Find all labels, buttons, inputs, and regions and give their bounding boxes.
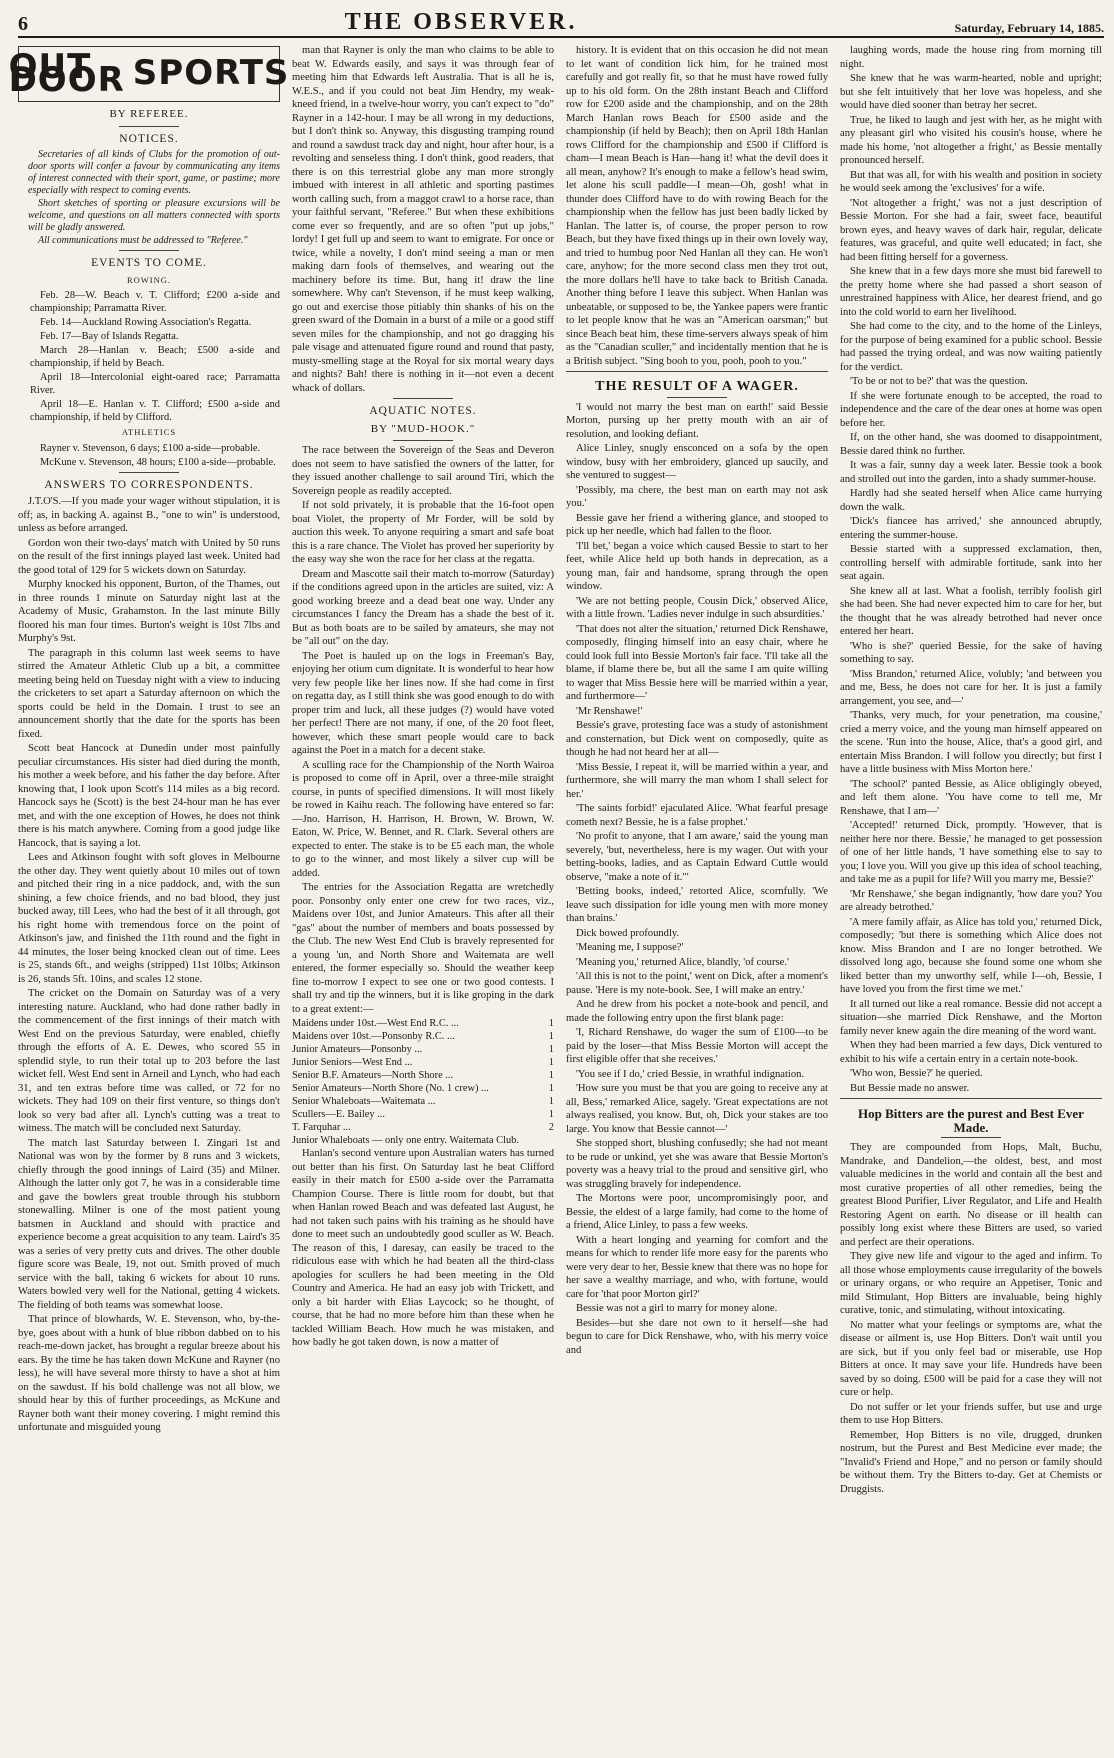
story-paragraph: 'Mr Renshawe,' she began indignantly, 'how dare you? You are already betrothed.' <box>840 888 1102 913</box>
paragraph: Murphy knocked his opponent, Burton, of the Thames, out in three rounds 1 minute on Saturday night last at the Academy of Music, Grahamston. In the last minute Billy floored his man four times. Burton's weight is 10st 7lbs and Murphy's 9st. <box>18 579 280 644</box>
tip-number <box>540 1134 554 1147</box>
notice-item: Short sketches of sporting or pleasure excursions will be welcome, and questions on all matters connected with sports will be gladly answered. <box>28 198 280 233</box>
tip-number: 1 <box>548 1057 554 1068</box>
story-paragraph: 'I would not marry the best man on earth!' said Bessie Morton, pursing up her pretty mouth with an air of resolution, and looking defiant. <box>566 401 828 440</box>
notices-heading: NOTICES. <box>119 132 179 145</box>
story-paragraph: Bessie was not a girl to marry for money alone. <box>576 1303 778 1314</box>
advert-paragraph: They are compounded from Hops, Malt, Buchu, Mandrake, and Dandelion,—the oldest, best, and most valuable medicines in the world and contain all the best and most curative properties of all other remedies, being the greatest Blood Purifier, Liver Regulator, and Life and Health Restoring Agent on earth. No disease or ill health can possibly long exist where these Bitters are used, so varied and perfect are their operations. <box>840 1142 1102 1248</box>
story-paragraph: 'How sure you must be that you are going to receive any at all, Bess,' remarked Alice, sagely. 'Great expectations are not always realised, you know. But, oh, Dick your stakes are too large. You know that Bessie cannot—' <box>566 1083 828 1135</box>
tip-row <box>292 1043 554 1056</box>
notices-list <box>18 149 280 247</box>
story-paragraph: 'Possibly, ma chere, the best man on earth may not ask you.' <box>566 484 828 509</box>
story-paragraph: It was a fair, sunny day a week later. Bessie took a book and strolled out into the garden, into a shady summer-house. <box>840 460 1102 485</box>
advert-paragraph: They give new life and vigour to the aged and infirm. To all those whose employments cause irregularity of the bowels or urinary organs, or who require an Appetiser, Tonic and mild Stimulant, Hop Bitters are invaluable, being highly curative, tonic, and stimulating, without intoxicating. <box>840 1251 1102 1316</box>
story-paragraph: Besides—but she dare not own to it herself—she had begun to care for Dick Renshawe, who, with his merry voice and <box>566 1317 828 1356</box>
column-4 <box>840 44 1102 1754</box>
story-paragraph: Hardly had she seated herself when Alice came hurrying down the walk. <box>840 488 1102 513</box>
tip-row <box>292 1056 554 1069</box>
column-3 <box>566 44 828 1754</box>
story-paragraph: 'Betting books, indeed,' retorted Alice, scornfully. 'We leave such dissipation for idle young men with more money than brains.' <box>566 886 828 924</box>
event-item: Rayner v. Stevenson, 6 days; £100 a-side—probable. <box>40 442 261 454</box>
tip-race: Maidens under 10st.—West End R.C. ... <box>292 1018 459 1029</box>
story-paragraph: 'All this is not to the point,' went on Dick, after a moment's pause. 'Here is my note-book. See, I will make an entry.' <box>566 971 828 996</box>
advert-paragraph: Do not suffer or let your friends suffer, but use and urge them to use Hop Bitters. <box>840 1401 1102 1426</box>
event-item: Feb. 14—Auckland Rowing Association's Regatta. <box>40 317 252 328</box>
paragraph: The match last Saturday between I. Zingari 1st and National was won by the former by 8 runs and 3 wickets, chiefly through the good innings of Laird (35) and Milner. Although the latter only got 7, he was in a considerable time and gave the bowlers great trouble through his stubborn stonewalling. Milner is one of the most patient young batsmen in Auckland and should with practice and experience become a great acquisition to any team. Laird's 35 was a series of very pretty cuts and drives. The other double figure score was Beale, 19, not out. Smith proved of much service with the ball, taking 6 wickets for about 10 runs. Waters bowled very well for the National, getting 4 wickets. The fielding of both teams was somewhat loose. <box>18 1137 280 1311</box>
tip-race: T. Farquhar ... <box>292 1122 351 1133</box>
notice-item: Secretaries of all kinds of Clubs for the promotion of out-door sports will confer a favour by communicating any items of interest connected with their sport, game, or pastime; more especially with respect to coming events. <box>28 149 280 196</box>
story-title: THE RESULT OF A WAGER. <box>595 379 799 394</box>
tip-number: 1 <box>548 1018 554 1029</box>
story-paragraph: But that was all, for with his wealth and position in society he would seek among the 'exclusives' for a wife. <box>840 169 1102 194</box>
tip-number: 1 <box>548 1109 554 1120</box>
story-paragraph: 'Who is she?' queried Bessie, for the sake of having something to say. <box>840 640 1102 665</box>
paragraph: Gordon won their two-days' match with United by 50 runs on the result of the first innings played last week. United had the good total of 129 for 5 wickets down on Saturday. <box>18 537 280 576</box>
story-paragraph: 'Who won, Bessie?' he queried. <box>850 1068 983 1079</box>
advert-title: Hop Bitters are the purest and Best Ever Made. <box>858 1106 1084 1135</box>
story-continued <box>840 44 1102 1095</box>
paragraph: man that Rayner is only the man who claims to be able to beat W. Edwards easily, and says it was through fear of meeting him that Edwards left Australia. That is all he is, W.E.S., and if you could not beat Jim Hendry, my weak-kneed friend, in a twelve-hour worry, you can't expect to "do" Rayner in a 142-hour. I may be all wrong in my deductions, but I don't think so. Anyway, this disgusting tramping round and round a sawdust track day and night, hour after hour, is a revolting and senseless thing. I don't think, good readers, that there is on this terrestrial globe any man more strongly imbued with interest in all athletic and sporting pastimes worth calling such, from a maggot crawl to a horse race, than your faithful servant, "Referee." But when these exhibitions come ever so frequently, and are so often "put up jobs," lordy! I get full up and seem to want to emigrate. For once or twice, while a novelty, I don't mind seeing a man or men making darn fools of themselves, and wearing out the machinery before its time. But, hang it! draw the line somewhere. Why can't Stevenson, if he must keep walking, go out and exercise those pitiably thin shanks of his on the green sward of the Domain in a burst of a mile or a good stiff seven miles for the championship, and not go dragging his pale visage and attenuated figure round and round that pasty, musty-smelling stage at the Royal for six mortal weary days and nights? Bah! there is nothing in it—not even a decent whack of dollars. <box>292 45 554 394</box>
tip-row <box>292 1121 554 1134</box>
divider <box>393 398 453 399</box>
paragraph: Dream and Mascotte sail their match to-morrow (Saturday) if the conditions agreed upon in the articles are suited, viz: A good working breeze and a dead beat one way. Under any circumstances I fancy the Dream has a shade the best of it. But as both boats are to be sailed by amateurs, she may not be "all out" on the day. <box>292 568 554 647</box>
story-paragraph: Bessie started with a suppressed exclamation, then, controlling herself with admirable fortitude, sank into her seat again. <box>840 544 1102 582</box>
divider <box>119 126 179 127</box>
tip-number: 1 <box>548 1044 554 1055</box>
advert-paragraph: No matter what your feelings or symptoms are, what the disease or ailment is, use Hop Bitters. Don't wait until you are sick, but if you only feel bad or miserable, use Hop Bitters at once. It may save your life. Hundreds have been saved by so doing. £500 will be paid for a case they will not cure or help. <box>840 1319 1102 1398</box>
story-paragraph: 'That does not alter the situation,' returned Dick Renshawe, composedly, flinging himself into an easy chair, where he could look full into Bessie Morton's fair face. 'I'll take all the blame, if blame there be, but all the same I am quite willing to wager that Miss Bessie here will be married within a year, and furthermore—' <box>566 623 828 702</box>
story-paragraph: The Mortons were poor, uncompromisingly poor, and Bessie, the eldest of a large family, had come to the home of a friend, Alice Linley, to pass a few weeks. <box>566 1193 828 1231</box>
divider <box>667 397 727 398</box>
story-paragraph: She knew that in a few days more she must bid farewell to the pretty home where she had passed a short season of unrestrained happiness with Alice, her dearest friend, and go into the cold world to earn her livelihood. <box>840 266 1102 318</box>
regatta-tips-list <box>292 1017 554 1147</box>
story-paragraph: She stopped short, blushing confusedly; she had not meant to be rude or unkind, yet she was aware that Bessie Morton's poverty was a heavy trial to the proud and sensitive girl, who was struggling bravely for independence. <box>566 1138 828 1190</box>
story-paragraph: 'Not altogether a fright,' was not a just description of Bessie Morton. For she had a fair, sweet face, beautiful brown eyes, and heavy waves of dark hair, regular, delicate features, was graceful, and quite well educated; in fact, she had been fitting herself for a governess. <box>840 197 1102 263</box>
aquatic-heading: AQUATIC NOTES. <box>369 405 477 417</box>
event-item: April 18—Intercolonial eight-oared race; Parramatta River. <box>30 372 280 396</box>
tip-number: 2 <box>548 1122 554 1133</box>
story-paragraph: When they had been married a few days, Dick ventured to exhibit to his wife a certain entry in a certain note-book. <box>840 1040 1102 1065</box>
advert-paragraph: Remember, Hop Bitters is no vile, drugged, drunken nostrum, but the Purest and Best Medicine ever made; the "Invalid's Friend and Hope," and no person or family should be without them. Try the Bitters to-day. Get at Chemists or Druggists. <box>840 1429 1102 1495</box>
story-paragraph: 'Accepted!' returned Dick, promptly. 'However, that is neither here nor there. Bessie,' he managed to get possession of one of her little hands, 'I have something else to say to you; I love you. Will you give up this idea of school teaching, and take me as a pupil for life? Will you marry me, Bessie?' <box>840 820 1102 885</box>
tip-row <box>292 1134 554 1147</box>
byline: BY REFEREE. <box>109 108 189 120</box>
event-item: McKune v. Stevenson, 48 hours; £100 a-side—probable. <box>40 456 276 468</box>
tip-row <box>292 1069 554 1082</box>
column-2 <box>292 44 554 1754</box>
tip-race: Maidens over 10st.—Ponsonby R.C. ... <box>292 1031 455 1042</box>
page-number: 6 <box>18 13 28 35</box>
hanlan-paragraphs <box>292 1147 554 1350</box>
tip-race: Senior Amateurs—North Shore (No. 1 crew) ... <box>292 1083 489 1094</box>
story-paragraph: With a heart longing and yearning for comfort and the means for which to render life more easy for the parents who were very dear to her, Bessie knew that there was no hope for her save a wealthy marriage, and who, with fortune, would care for 'that poor Morton girl?' <box>566 1234 828 1300</box>
rowing-events <box>18 289 280 424</box>
masthead <box>18 6 1104 38</box>
story-paragraph: 'Meaning you,' returned Alice, blandly, 'of course.' <box>576 956 789 968</box>
tip-number: 1 <box>548 1096 554 1107</box>
paragraph: The race between the Sovereign of the Seas and Deveron does not seem to have satisfied the owners of the latter, for they issued another challenge to sail around Tiri, which the Sovereign people as readily accepted. <box>292 445 554 497</box>
paragraph: A sculling race for the Championship of the North Wairoa is proposed to come off in April, over a three-mile straight course, in punts of specified dimensions. It will most likely be rowed in Kaihu reach. The following have entered so far:—Jno. Harrison, H. Harrison, H. Brown, W. Brown, W. Eaton, W. Price, W. Bennet, and R. Clark. Several others are expected to enter. The stake is to be £5 each man, the whole to go to the winner, and most likely a silver cup will be added. <box>292 759 554 879</box>
paragraph: The cricket on the Domain on Saturday was of a very interesting nature. Auckland, who had done rather badly in the commencement of the first innings of their match with West End on the previous Saturday, were enabled, chiefly through the efforts of A. E. Dewes, who scored 55 in splendid style, to run their total up to 203 before the last wicket fell. West End sent in Arneil and Lynch, who had each 31, and ten extras before time was called, or 72 for no wickets. They had 109 on their first venture, so things don't look so very bad after all. Lynch's cutting was a treat to witness. The match will be concluded next Saturday. <box>18 988 280 1134</box>
story-paragraph: 'We are not betting people, Cousin Dick,' observed Alice, with a little frown. 'Ladies never indulge in such absurdities.' <box>566 595 828 620</box>
columns <box>8 38 1104 1754</box>
paragraph: Lees and Atkinson fought with soft gloves in Melbourne the other day. They went quietly about 10 miles out of town and pitched their ring in a nice paddock, and, with the sun shining, a few choice friends, and no bad blood, they just bucked away, till Lees, who had the best of it all through, got his right home with tremendous force on the point of Atkinson's jaw, and finished the 11th round and the fight in 44 minutes, the loser being knocked clean out of time. Lees is 25, stands 6ft., and weighs (stripped) 11st 10lbs; Atkinson is 26, stands 5ft. 10ins, and scales 12 stone. <box>18 852 280 985</box>
divider <box>119 250 179 251</box>
tip-number: 1 <box>548 1083 554 1094</box>
story-paragraph: It all turned out like a real romance. Bessie did not accept a situation—she married Dick Renshawe, and the Morton family never knew again the dire meaning of the word want. <box>840 998 1102 1037</box>
athletics-events <box>18 442 280 469</box>
story-paragraph: Bessie gave her friend a withering glance, and stooped to pick up her needle, which had fallen to the floor. <box>566 512 828 537</box>
aquatic-continued <box>566 44 828 368</box>
tip-race: Senior B.F. Amateurs—North Shore ... <box>292 1070 454 1081</box>
story-paragraph: 'Meaning me, I suppose?' <box>576 942 684 953</box>
story-paragraph: 'The saints forbid!' ejaculated Alice. 'What fearful presage cometh next? Bessie, he is a false prophet.' <box>566 803 828 828</box>
story-paragraph: 'Thanks, very much, for your penetration, ma cousine,' cried a merry voice, and the young man himself appeared on the scene. 'Run into the house, Alice, that's a good girl, and entertain Miss Brandon. I will follow you directly; but first I have a little business with Miss Morton here.' <box>840 710 1102 775</box>
story-paragraph: Alice Linley, snugly ensconced on a sofa by the open window, busy with her embroidery, glanced up saucily, and she ventured to suggest— <box>566 443 828 481</box>
sports-continued <box>292 44 554 395</box>
aquatic-byline: BY "MUD-HOOK." <box>370 422 476 435</box>
issue-date: Saturday, February 14, 1885. <box>954 21 1104 35</box>
advert-text <box>840 1141 1102 1496</box>
story-paragraph: If, on the other hand, she was doomed to disappointment, Bessie dared think no further. <box>840 432 1102 457</box>
tip-race: Senior Whaleboats—Waitemata ... <box>292 1096 436 1107</box>
logo-text-left: OUT DOOR <box>8 46 125 100</box>
story-paragraph: True, he liked to laugh and jest with her, as he might with any pleasant girl who visited his cousin's house, where he made his home, 'not altogether a fright,' as Bessie mentally pronounced herself. <box>840 114 1102 166</box>
story-text <box>566 401 828 1358</box>
tip-race: Junior Seniors—West End ... <box>292 1057 413 1068</box>
tip-row <box>292 1030 554 1043</box>
divider <box>119 472 179 473</box>
event-item: March 28—Hanlan v. Beach; £500 a-side and championship, if held by Beach. <box>30 345 280 369</box>
story-paragraph: If she were fortunate enough to be accepted, the road to independence and the care of the dear ones at home was open before her. <box>840 390 1102 429</box>
story-paragraph: 'Miss Bessie, I repeat it, will be married within a year, and furthermore, she will marry the man whom I shall select for her.' <box>566 761 828 800</box>
story-paragraph: She knew all at last. What a foolish, terribly foolish girl she had been. She had never expected him to care for her, but the thought that he was already betrothed had never once entered her heart. <box>840 585 1102 637</box>
rowing-label: ROWING. <box>126 274 172 285</box>
paragraph: The paragraph in this column last week seems to have stirred the Amateur Athletic Club up a bit, a committee meeting being held on Tuesday night with a view to inducing the cricketers to set apart a Saturday afternoon on which the sports could be held in the Domain. I trust to see an announcement shortly that the date for the sports has been fixed. <box>18 647 280 740</box>
tip-race: Scullers—E. Bailey ... <box>292 1109 385 1120</box>
story-paragraph: And he drew from his pocket a note-book and pencil, and made the following entry upon the first blank page: <box>566 999 828 1024</box>
tip-race: Junior Whaleboats — only one entry. Waitemata Club. <box>292 1135 519 1146</box>
story-paragraph: Dick bowed profoundly. <box>576 927 680 939</box>
tip-race: Junior Amateurs—Ponsonby ... <box>292 1044 423 1055</box>
tip-row <box>292 1082 554 1095</box>
column-1 <box>8 44 290 1754</box>
tip-number: 1 <box>548 1070 554 1081</box>
logo-text-right: SPORTS <box>132 53 290 94</box>
story-paragraph: Bessie's grave, protesting face was a study of astonishment and consternation, but Dick went on composedly, quite as though he had not heard her at all— <box>566 720 828 758</box>
aquatic-paragraphs <box>292 444 554 1016</box>
story-paragraph: laughing words, made the house ring from morning till night. <box>840 45 1102 70</box>
tip-number: 1 <box>548 1031 554 1042</box>
story-paragraph: 'No profit to anyone, that I am aware,' said the young man severely, 'but, nevertheless, here is my wager. Out with your betting-books, ladies, and as Captain Edward Cuttle would observe, "make a note of it."' <box>566 831 828 883</box>
paragraph: The entries for the Association Regatta are wretchedly poor. Ponsonby only enter one crew for two races, viz., Maidens over 10st, and Junior Amateurs. This after all their "gas" about the number of members and boats possessed by the Club. The new West End Club is bravely represented for a young 'un, and North Shore and Waitemata are well entered, the former especially so. Should the weather keep fine to-morrow I expect to see one or two good contests. I shall try and tip the winners, but it is like groping in the dark to a great extent:— <box>292 882 554 1015</box>
answers-heading: ANSWERS TO CORRESPONDENTS. <box>44 478 254 491</box>
paragraph: history. It is evident that on this occasion he did not mean to let want of condition lick him, for he trained most carefully and got really fit, so that he must have rowed fully up to his old form. On the 28th instant Beach and Clifford row for £200 aside and the championship, and on the 28th March Hanlan rows Beach for £500 aside and the championship (if held by Beach); then on April 18th Hanlan rows Clifford for the championship and £500 if Clifford is cham—I mean Beach is Han—hang it! what the devil does it all mean, anyhow? It's enough to make a fellow's head swim, let alone his scull paddle—I mean—Oh, gosh! what in thunder does Clifford have to do with rowing Beach for the championship when the fellow has just been badly licked by Hanlan. The latter is, of course, the proper person to row Beach, but they have fixed things up in their own lovely way, and tried to humbug poor Ned Hanlan all they can. He won't care, anyhow; for the more second class men they trot out, the more dollars he'll have to take back to British Canada. Another thing before I leave this subject. When Hanlan was unbeatable, or supposed to be, the Yankee papers were frantic to let people know that he was an "American oarsman;" but since Beach beat him, these time-servers always speak of him as the "Canadian sculler," and incidentally mention that he is a British subject. "Sing booh to you, pooh, pooh to you." <box>566 45 828 367</box>
story-paragraph: But Bessie made no answer. <box>850 1082 970 1094</box>
story-paragraph: 'I, Richard Renshawe, do wager the sum of £100—to be paid by the loser—that Miss Bessie Morton will accept the first eligible offer that she receives.' <box>566 1027 828 1065</box>
paragraph: That prince of blowhards, W. E. Stevenson, who, by-the-bye, goes about with a hunk of blue ribbon dabbed on to his reach-me-down jacket, has brought a regular breeze about his ears. By the time he has taken down McKune and Rayner (no less), he will have several more thirsty to have a shot at him on the sawdust. If his bold challenge was not all blow, we should hear by this of further proceedings, as McKune and Rayner both want their money covering. I might remind this unfortunate and misguided young <box>18 1314 280 1433</box>
divider <box>840 1098 1102 1099</box>
sports-paragraphs <box>18 495 280 1435</box>
paragraph: J.T.O'S.—If you made your wager without stipulation, it is off; as, in backing A. against B., "one to win" is understood, unless as before arranged. <box>18 496 280 534</box>
story-paragraph: 'The school?' panted Bessie, as Alice obligingly obeyed, and left them alone. 'You have come to tell me, Mr Renshawe, that I am—' <box>840 778 1102 817</box>
story-paragraph: She knew that he was warm-hearted, noble and upright; but she felt intuitively that her love was hopeless, and she would have died sooner than betray her secret. <box>840 73 1102 111</box>
notice-item: All communications must be addressed to "Referee." <box>38 235 248 246</box>
story-paragraph: 'Dick's fiancee has arrived,' she announced abruptly, entering the summer-house. <box>840 516 1102 541</box>
paragraph: Scott beat Hancock at Dunedin under most painfully peculiar circumstances. His sister had died during the month, his mother a week before, and his father the day before. After knowing that, I look upon Scott's 114 miles as a big record. Hancock says he (Scott) is the best 24-hour man he has ever met, and with the one exception of Howes, he does not think there is his match anywhere. Coming from a good judge like Hancock, that is saying a lot. <box>18 743 280 849</box>
athletics-label: ATHLETICS <box>121 427 177 437</box>
story-paragraph: 'A mere family affair, as Alice has told you,' returned Dick, composedly; 'but there is something which Alice does not know. Miss Brandon and I are no longer betrothed. We dissolved long ago, because she found some one whom she liked better than my unworthy self, while I—oh, Bessie, I have loved you from the first time we met.' <box>840 916 1102 995</box>
paragraph: Hanlan's second venture upon Australian waters has turned out better than his first. On Saturday last he beat Clifford easily in their match for £500 a-side over the Parramatta Champion Course. There is little room for doubt, but that when Hanlan rowed Beach and was defeated last August, he had not taken such pains with his training as he should have done to meet such an undoubtedly good sculler as W. Beach. The reason of this, I daresay, can easily be traced to the ridiculous ease with which he had beaten all the third-class apologies for scullers he had been meeting in the Old Country and America. He had an easy job with Trickett, and only a bit harder with Elias Laycock; so he thought, of course, that he had no more before him than these when he tackled William Beach. How much he was mistaken, and how badly he got taken down, is now a matter of <box>292 1148 554 1348</box>
event-item: Feb. 17—Bay of Islands Regatta. <box>40 331 179 342</box>
story-paragraph: 'Miss Brandon,' returned Alice, volubly; 'and between you and me, Bess, he does not care for her. It is just a family arrangement, you see, and—' <box>840 668 1102 707</box>
divider <box>393 440 453 441</box>
paper-title: THE OBSERVER. <box>344 9 578 35</box>
out-door-sports-logo <box>8 46 290 102</box>
event-item: Feb. 28—W. Beach v. T. Clifford; £200 a-side and championship; Parramatta River. <box>30 290 280 314</box>
tip-row <box>292 1108 554 1121</box>
paragraph: The Poet is hauled up on the logs in Freeman's Bay, enjoying her otium cum dignitate. It is wonderful to hear how very few people like her lines now. If she had come in first on regatta day, as I still think she was good enough to do with proper trim and luck, all these judges (?) would have voted her perfect! There are not many, if one, of the 20 foot fleet, however, which these smart people would care to back against the Poet in a match for a decent stake. <box>292 650 554 756</box>
event-item: April 18—E. Hanlan v. T. Clifford; £500 a-side and championship, if held by Clifford. <box>30 399 280 423</box>
tip-row <box>292 1095 554 1108</box>
divider <box>941 1137 1001 1138</box>
tip-row <box>292 1017 554 1030</box>
story-paragraph: 'Mr Renshawe!' <box>576 705 643 717</box>
divider <box>566 371 828 372</box>
story-paragraph: 'To be or not to be?' that was the question. <box>850 376 1028 387</box>
story-paragraph: 'You see if I do,' cried Bessie, in wrathful indignation. <box>576 1068 805 1080</box>
story-paragraph: 'I'll bet,' began a voice which caused Bessie to start to her feet, while Alice held up both hands in deprecation, as a young man, fair and handsome, sprang through the open window. <box>566 540 828 592</box>
events-heading: EVENTS TO COME. <box>91 257 207 269</box>
paragraph: If not sold privately, it is probable that the 16-foot open boat Violet, the property of Mr Forder, will be sold by auction this week. To anyone requiring a smart and safe boat this is a rare chance. The Violet has proved her superiority by the easy way she won the race for her class at the regatta. <box>292 500 554 565</box>
story-paragraph: She had come to the city, and to the home of the Linleys, for the purpose of being examined for a public school. Bessie had passed the trying ordeal, and was now waiting patiently for the verdict. <box>840 321 1102 373</box>
